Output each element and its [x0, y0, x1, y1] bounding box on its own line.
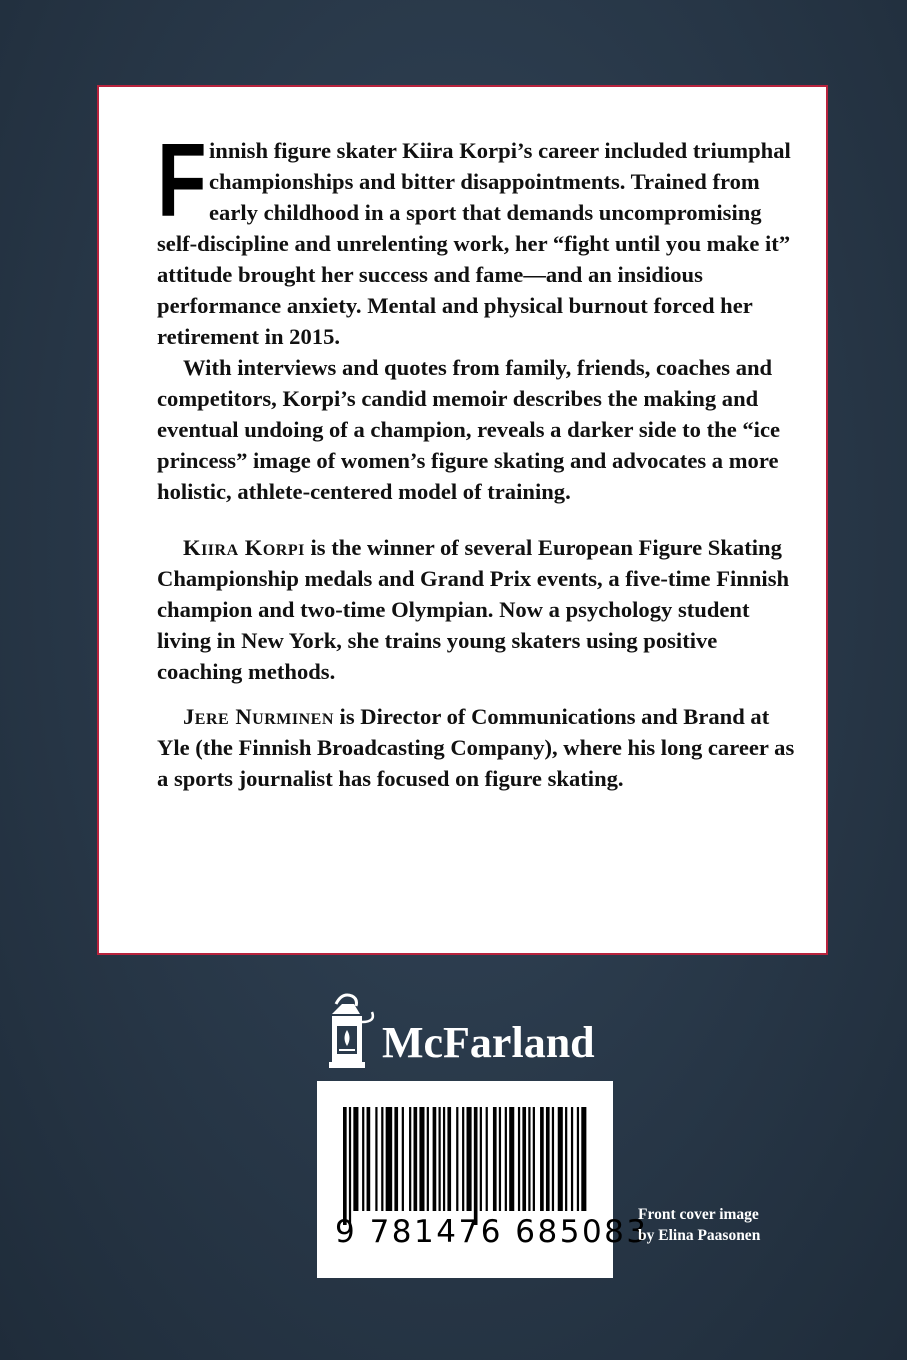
- barcode-bar: [456, 1107, 458, 1211]
- cover-credit: [638, 1204, 838, 1246]
- cover-credit-line-1: Front cover image: [638, 1206, 759, 1223]
- drop-cap: F: [157, 123, 207, 239]
- barcode-bar: [443, 1107, 445, 1211]
- isbn-digits: 9 781476 685083: [335, 1214, 649, 1250]
- publisher-logo: [322, 992, 612, 1072]
- author-name-korpi: Kiira Korpi: [183, 535, 305, 560]
- barcode-bar: [362, 1107, 364, 1211]
- barcode-bar: [462, 1107, 464, 1211]
- barcode-bar: [409, 1107, 411, 1211]
- author-bio-nurminen-text: is Director of Communications and Brand at Yle (the Finnish Broadcasting Company), where his long career as a sports journalist has focused on figure skating.: [157, 704, 795, 791]
- barcode-bar: [419, 1107, 424, 1211]
- barcode-bar: [581, 1107, 586, 1211]
- barcode-bar: [540, 1107, 544, 1211]
- barcode-bar: [375, 1107, 377, 1211]
- author-bio-nurminen: [157, 701, 797, 794]
- barcode-bar: [509, 1107, 514, 1211]
- barcode-bar: [533, 1107, 535, 1211]
- barcode-bar: [558, 1107, 563, 1211]
- blurb-paragraph-1-text: innish figure skater Kiira Korpi’s career included triumphal championships and bitter disappointments. Trained from early childhood in a sport that demands uncompromising self-discipline and unrelenting work, her “fight until you make it” attitude brought her success and fame—and an insidious performance anxiety. Mental and physical burnout forced her retirement in 2015.: [157, 138, 791, 349]
- barcode-bar: [577, 1107, 579, 1211]
- barcode-bar: [439, 1107, 441, 1211]
- author-name-nurminen: Jere Nurminen: [183, 704, 334, 729]
- author-bio-korpi-text: is the winner of several European Figure Skating Championship medals and Grand Prix events, a five-time Finnish champion and two-time Olympian. Now a psychology student living in New York, she trains young skaters using positive coaching methods.: [157, 535, 790, 684]
- barcode-bar: [349, 1107, 351, 1225]
- barcode-bar: [394, 1107, 398, 1211]
- barcode-bar: [565, 1107, 567, 1211]
- barcode-bar: [467, 1107, 472, 1211]
- barcode-bar: [505, 1107, 507, 1211]
- barcode-bar: [353, 1107, 358, 1211]
- barcode-bar: [343, 1107, 347, 1225]
- barcode-bar: [493, 1107, 497, 1211]
- barcode-bar: [402, 1107, 404, 1211]
- barcode-bar: [571, 1107, 573, 1211]
- barcode-bar: [386, 1107, 393, 1211]
- blurb-paragraph-1: [157, 123, 797, 352]
- barcode-bar: [427, 1107, 429, 1211]
- barcode-bar: [499, 1107, 501, 1211]
- barcode-bar: [414, 1107, 418, 1211]
- cover-credit-line-2: by Elina Paasonen: [638, 1227, 761, 1244]
- blurb-text: [157, 123, 797, 794]
- publisher-name: McFarland: [382, 1018, 595, 1067]
- barcode-box: [317, 1081, 649, 1278]
- blurb-paragraph-2: With interviews and quotes from family, friends, coaches and competitors, Korpi’s candid memoir describes the making and eventual undoing of a champion, reveals a darker side to the “ice princess” image of women’s figure skating and advocates a more holistic, athlete-centered model of training.: [157, 355, 781, 504]
- barcode-bar: [522, 1107, 526, 1211]
- lantern-icon: [322, 992, 382, 1072]
- barcode-bar: [528, 1107, 530, 1211]
- author-bio-korpi: [157, 532, 797, 687]
- barcode-bar: [518, 1107, 520, 1211]
- barcode-bar: [381, 1107, 383, 1211]
- blurb-panel: [97, 85, 828, 955]
- barcode-bar: [546, 1107, 550, 1211]
- barcode-bar: [447, 1107, 451, 1211]
- barcode-bar: [480, 1107, 482, 1211]
- barcode-bar: [474, 1107, 478, 1225]
- barcode-bar: [552, 1107, 554, 1211]
- barcode-bar: [486, 1107, 488, 1211]
- barcode-bar: [367, 1107, 371, 1211]
- barcode-bar: [433, 1107, 437, 1211]
